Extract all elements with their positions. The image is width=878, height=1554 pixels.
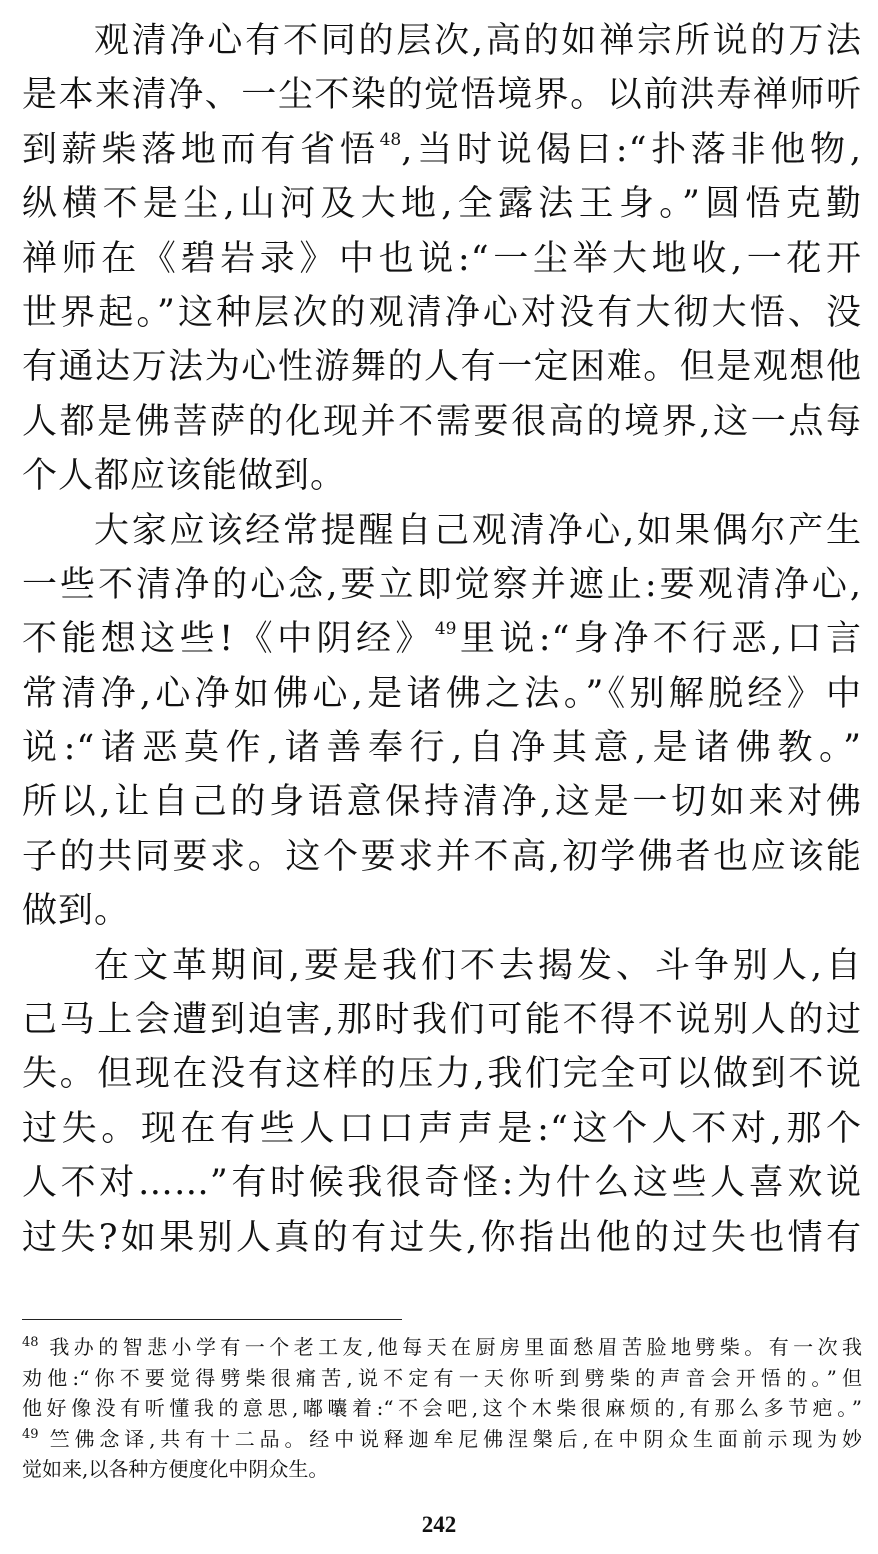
footnote-line: 劝他:“你不要觉得劈柴很痛苦,说不定有一天你听到劈柴的声音会开悟的。”但: [22, 1365, 862, 1390]
text-line: 常清净,心净如佛心,是诸佛之法。”《别解脱经》中: [22, 673, 862, 714]
text-line: 一些不清净的心念,要立即觉察并遮止:要观清净心,: [22, 564, 862, 605]
footnote-line: 觉如来,以各种方便度化中阴众生。: [22, 1457, 329, 1481]
footnote-48: [22, 1332, 862, 1424]
text-line: 大家应该经常提醒自己观清净心,如果偶尔产生: [94, 510, 862, 551]
main-text: [22, 14, 862, 1265]
footnote-line: $^{48}$ 我办的智悲小学有一个老工友,他每天在厨房里面愁眉苦脸地劈柴。有一次我: [22, 1335, 863, 1359]
text-line: 个人都应该能做到。: [22, 456, 347, 497]
footnote-ref-48[interactable]: 48: [379, 129, 402, 150]
footnote-line: $^{49}$ 竺佛念译,共有十二品。经中说释迦牟尼佛涅槃后,在中阴众生面前示现为妙: [22, 1426, 863, 1451]
footnote-number: 49: [22, 1426, 39, 1442]
text-line: 说:“诸恶莫作,诸善奉行,自净其意,是诸佛教。”: [22, 728, 862, 769]
text-line: 世界起。”这种层次的观清净心对没有大彻大悟、没: [22, 292, 862, 333]
footnote-line: 他好像没有听懂我的意思,嘟囔着:“不会吧,这个木柴很麻烦的,有那么多节疤。”: [22, 1396, 862, 1420]
footnote-divider: [22, 1319, 402, 1320]
page-number: 242: [421, 1512, 457, 1537]
footnote-number: 48: [22, 1335, 39, 1350]
text-line: 做到。: [22, 891, 131, 932]
footnote-49: [22, 1424, 862, 1485]
paragraph: [22, 14, 862, 504]
footnote-ref-49[interactable]: 49: [434, 619, 457, 640]
text-line: 失。但现在没有这样的压力,我们完全可以做到不说: [22, 1054, 862, 1095]
text-line: 禅师在《碧岩录》中也说:“一尘举大地收,一花开: [22, 238, 862, 279]
text-line: 有通达万法为心性游舞的人有一定困难。但是观想他: [22, 347, 862, 388]
paragraph: [22, 939, 862, 1265]
text-line: 观清净心有不同的层次,高的如禅宗所说的万法: [94, 21, 862, 61]
text-line: 人不对……”有时候我很奇怪:为什么这些人喜欢说: [22, 1163, 862, 1204]
text-line: 己马上会遭到迫害,那时我们可能不得不说别人的过: [22, 1000, 862, 1041]
paragraph: [22, 504, 862, 939]
footnotes: [22, 1332, 862, 1485]
text-line: 到薪柴落地而有省悟$^{48}$,当时说偈曰:“扑落非他物,: [22, 129, 862, 170]
text-line: 子的共同要求。这个要求并不高,初学佛者也应该能: [22, 836, 862, 877]
text-line: 过失?如果别人真的有过失,你指出他的过失也情有: [22, 1217, 862, 1258]
text-line: 在文革期间,要是我们不去揭发、斗争别人,自: [94, 945, 862, 986]
text-line: 是本来清净、一尘不染的觉悟境界。以前洪寿禅师听: [22, 75, 862, 116]
text-line: 不能想这些!《中阴经》$^{49}$里说:“身净不行恶,口言: [22, 619, 862, 660]
text-line: 人都是佛菩萨的化现并不需要很高的境界,这一点每: [22, 401, 862, 442]
text-line: 过失。现在有些人口口声声是:“这个人不对,那个: [22, 1108, 862, 1149]
text-line: 所以,让自己的身语意保持清净,这是一切如来对佛: [22, 782, 862, 823]
text-line: 纵横不是尘,山河及大地,全露法王身。”圆悟克勤: [22, 184, 862, 225]
